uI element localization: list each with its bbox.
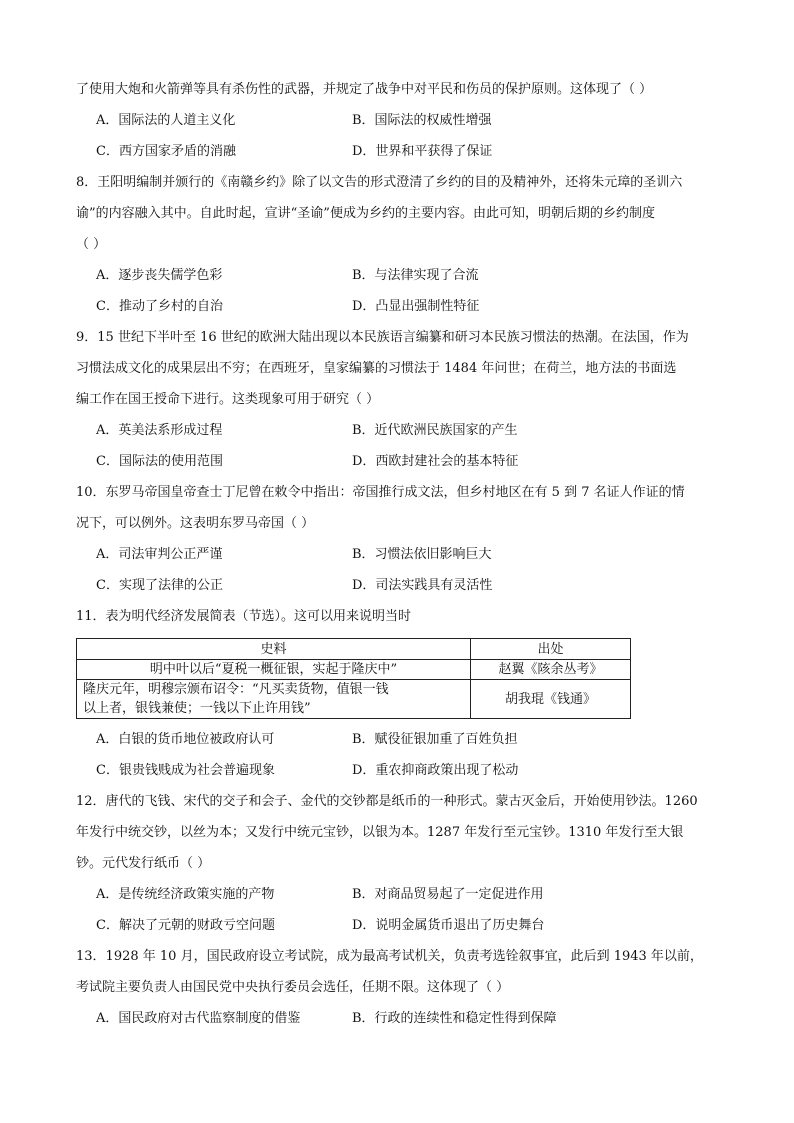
- table-row: [77, 680, 631, 719]
- q7-option-b[interactable]: B．国际法的权威性增强: [352, 113, 492, 128]
- exam-page: [76, 80, 716, 1040]
- q7-option-a[interactable]: A．国际法的人道主义化: [96, 113, 236, 128]
- q12-option-d[interactable]: D．说明金属货币退出了历史舞台: [352, 918, 545, 933]
- q8-option-c[interactable]: C．推动了乡村的自治: [96, 299, 223, 314]
- table-header-row: [77, 639, 631, 660]
- q9-stem-line-1: 9．15 世纪下半叶至 16 世纪的欧洲大陆出现以本民族语言编纂和研习本民族习惯法的热潮。在法国，作为: [76, 330, 689, 345]
- q10-option-a[interactable]: A．司法审判公正严谨: [96, 547, 223, 562]
- q10-options-row-1: [76, 545, 716, 565]
- q11-options-row-2: [76, 761, 716, 781]
- q12-options-row-2: [76, 916, 716, 936]
- q9-option-a[interactable]: A．英美法系形成过程: [96, 423, 223, 438]
- q8-option-a[interactable]: A．逐步丧失儒学色彩: [96, 268, 223, 283]
- q13-stem-line-1: 13．1928 年 10 月，国民政府设立考试院，成为最高考试机关，负责考选铨叙事宜，此后到 1943 年以前，: [76, 949, 703, 964]
- q12-options-row-1: [76, 885, 716, 905]
- q9-option-c[interactable]: C．国际法的使用范围: [96, 454, 223, 469]
- table-row: [77, 660, 631, 680]
- q9-stem-line-3: 编工作在国王授命下进行。这类现象可用于研究（ ）: [76, 392, 380, 407]
- q11-option-a[interactable]: A．白银的货币地位被政府认可: [96, 732, 275, 747]
- table-cell-source-text: [77, 680, 471, 719]
- q8-stem-line-1: 8．王阳明编制并颁行的《南赣乡约》除了以文告的形式澄清了乡约的目的及精神外，还将朱元璋的圣训六: [76, 175, 683, 190]
- q9-options-row-2: [76, 452, 716, 472]
- q12-stem-line-3: 钞。元代发行纸币（ ）: [76, 856, 211, 871]
- q13-stem-line-2: 考试院主要负责人由国民党中央执行委员会选任，任期不限。这体现了（ ）: [76, 980, 510, 995]
- q12-option-b[interactable]: B．对商品贸易起了一定促进作用: [352, 887, 544, 902]
- table-cell-source-text: 明中叶以后“夏税一概征银，实起于隆庆中”: [77, 660, 471, 680]
- q9-stem-line-2: 习惯法成文化的成果层出不穷；在西班牙，皇家编纂的习惯法于 1484 年问世；在荷兰，地方法的书面选: [76, 361, 677, 376]
- q11-option-b[interactable]: B．赋役征银加重了百姓负担: [352, 732, 518, 747]
- q9-option-b[interactable]: B．近代欧洲民族国家的产生: [352, 423, 518, 438]
- q7-options-row-2: [76, 142, 716, 162]
- table-cell-origin: 赵翼《陔余丛考》: [471, 660, 631, 680]
- q8-option-b[interactable]: B．与法律实现了合流: [352, 268, 479, 283]
- q10-stem-line-1: 10．东罗马帝国皇帝查士丁尼曾在敕令中指出：帝国推行成文法，但乡村地区在有 5 到 7 名证人作证的情: [76, 485, 685, 500]
- q10-option-b[interactable]: B．习惯法依旧影响巨大: [352, 547, 492, 562]
- q10-option-c[interactable]: C．实现了法律的公正: [96, 578, 223, 593]
- q13-option-b[interactable]: B．行政的连续性和稳定性得到保障: [352, 1011, 557, 1026]
- q9-options-row-1: [76, 421, 716, 441]
- q7-option-d[interactable]: D．世界和平获得了保证: [352, 144, 493, 159]
- q9-option-d[interactable]: D．西欧封建社会的基本特征: [352, 454, 519, 469]
- table-cell-origin: 胡我琨《钱通》: [471, 680, 631, 719]
- q11-option-d[interactable]: D．重农抑商政策出现了松动: [352, 763, 519, 778]
- q12-stem-line-1: 12．唐代的飞钱、宋代的交子和会子、金代的交钞都是纸币的一种形式。蒙古灭金后，开始使用钞法。1260: [76, 794, 698, 809]
- table-cell-line: 以上者，银钱兼使；一钱以下止许用钱”: [83, 701, 311, 716]
- q8-stem-line-2: 谕”的内容融入其中。自此时起，宣讲“圣谕”便成为乡约的主要内容。由此可知，明朝后期的乡约制度: [76, 206, 655, 221]
- q12-stem-line-2: 年发行中统交钞，以丝为本；又发行中统元宝钞，以银为本。1287 年发行至元宝钞。1310 年发行至大银: [76, 825, 684, 840]
- q11-stem-line-1: 11．表为明代经济发展简表（节选）。这可以用来说明当时: [76, 609, 412, 624]
- q13-option-a[interactable]: A．国民政府对古代监察制度的借鉴: [96, 1011, 301, 1026]
- q10-option-d[interactable]: D．司法实践具有灵活性: [352, 578, 493, 593]
- q10-options-row-2: [76, 576, 716, 596]
- q11-option-c[interactable]: C．银贵钱贱成为社会普遍现象: [96, 763, 275, 778]
- q8-stem-line-3: （ ）: [76, 237, 107, 252]
- q12-option-a[interactable]: A．是传统经济政策实施的产物: [96, 887, 275, 902]
- q8-options-row-2: [76, 297, 716, 317]
- q8-options-row-1: [76, 266, 716, 286]
- q8-option-d[interactable]: D．凸显出强制性特征: [352, 299, 480, 314]
- q12-option-c[interactable]: C．解决了元朝的财政亏空问题: [96, 918, 275, 933]
- q7-options-row-1: [76, 111, 716, 131]
- q10-stem-line-2: 况下，可以例外。这表明东罗马帝国（ ）: [76, 516, 315, 531]
- q7-option-c[interactable]: C．西方国家矛盾的消融: [96, 144, 236, 159]
- q11-source-table: [76, 638, 631, 719]
- table-cell-line: 隆庆元年，明穆宗颁布诏令：“凡买卖货物，值银一钱: [83, 682, 389, 697]
- q7-stem-tail: 了使用大炮和火箭弹等具有杀伤性的武器，并规定了战争中对平民和伤员的保护原则。这体现了（ ）: [76, 82, 653, 97]
- q13-options-row-1: [76, 1009, 716, 1029]
- table-header-source-text: 史料: [77, 639, 471, 660]
- table-header-origin: 出处: [471, 639, 631, 660]
- q11-options-row-1: [76, 730, 716, 750]
